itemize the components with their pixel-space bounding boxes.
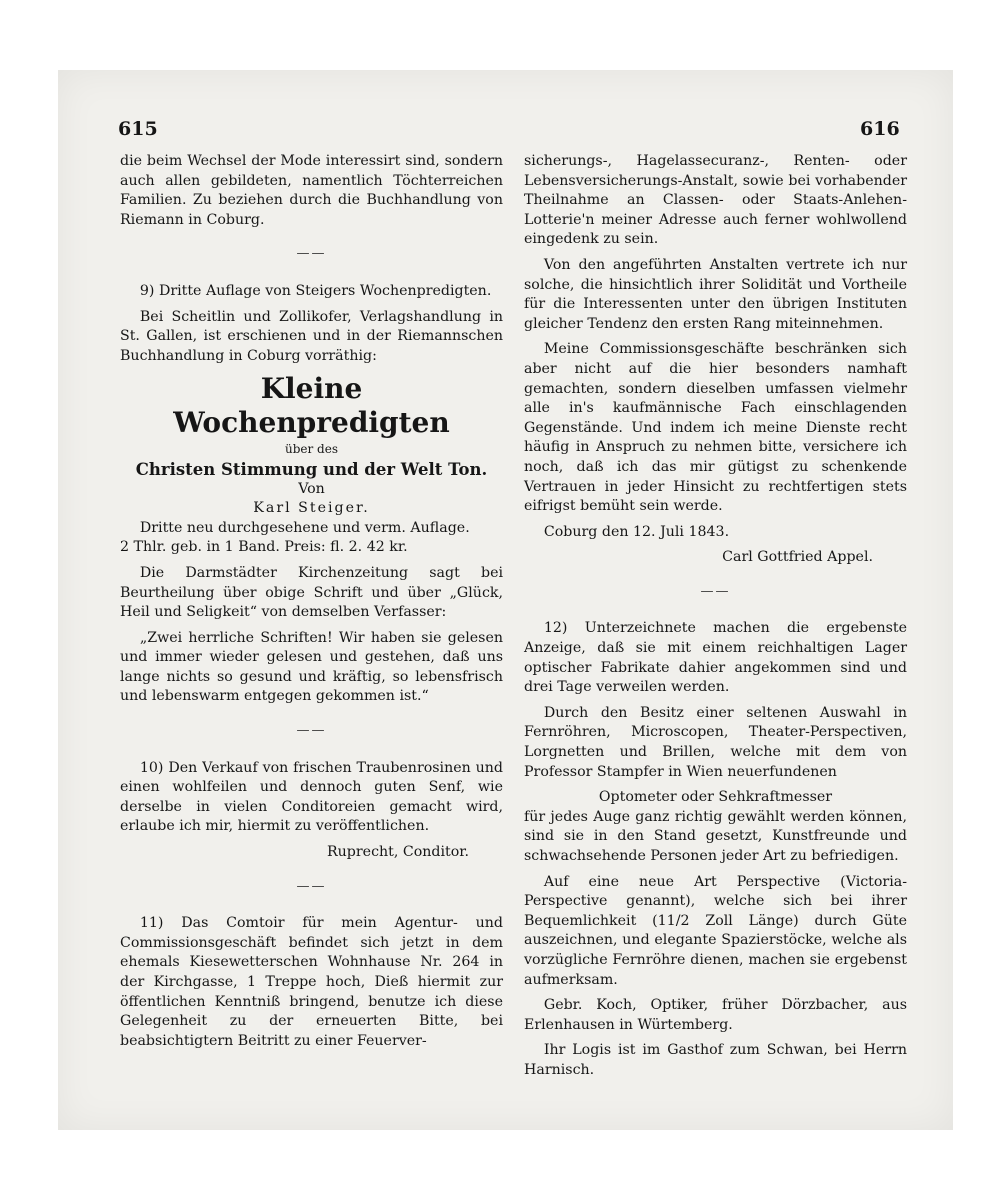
ad-12-text: 12) Unterzeichnete machen die ergebenste Anzeige, daß sie mit einem reichhaltigen Lager optischer Fabrikate dahier angekommen sind und drei Tage verweilen werden. [524,620,907,696]
separator: —— [296,246,327,262]
ad-11-date: Coburg den 12. Juli 1843. [543,523,730,540]
book-price: 2 Thlr. geb. in 1 Band. Preis: fl. 2. 42 kr. [120,539,408,556]
separator: —— [296,878,327,894]
ad-12-paragraph-4: Auf eine neue Art Perspective (Victoria-Perspective genannt), welche sich bei ihrer Bequemlichkeit (11/2 Zoll Länge) durch Güte auszeichnen, und elegante Spazierstöcke, welche als vorzügliche Fernröhre dienen, machen sie ergebenst aufmerksam. [524,873,907,988]
optometer-heading: Optometer oder Sehkraftmesser [598,789,833,806]
left-paragraph-1: die beim Wechsel der Mode interessirt sind, sondern auch allen gebildeten, namentlich Töchterreichen Familien. Zu beziehen durch die Buchhandlung von Riemann in Coburg. [120,153,503,228]
ad-10-text: 10) Den Verkauf von frischen Traubenrosinen und einen wohlfeilen und dennoch guten Senf, wie derselbe in vielen Conditoreien gemacht wird, erlaube ich mir, hiermit zu veröffentlichen. [120,759,503,835]
ad-12-lodging: Ihr Logis ist im Gasthof zum Schwan, bei Herrn Harnisch. [524,1042,907,1078]
ad-10-signature: Ruprecht, Conditor. [326,844,469,861]
ad-9-publisher: Bei Scheitlin und Zollikofer, Verlagshandlung in St. Gallen, ist erschienen und in der Riemannschen Buchhandlung in Coburg vorräthig: [120,308,503,364]
right-column [524,152,907,1087]
ad-12-paragraph-2: Durch den Besitz einer seltenen Auswahl in Fernröhren, Microscopen, Theater-Perspectiven, Lorgnetten und Brillen, welche mit dem von Professor Stampfer in Wien neuerfundenen [524,704,907,780]
book-author: Karl Steiger. [253,500,370,517]
book-edition: Dritte neu durchgesehene und verm. Auflage. [139,519,470,536]
book-subtitle: Christen Stimmung und der Welt Ton. [135,459,488,479]
ad-9-heading: 9) Dritte Auflage von Steigers Wochenpredigten. [139,282,492,299]
ad-12-paragraph-3: für jedes Auge ganz richtig gewählt werden können, sind sie in den Stand gesetzt, Kunstfreunde und schwachsehende Personen jeder Art zu befriedigen. [524,808,907,864]
separator: —— [700,583,731,599]
ad-11-signature: Carl Gottfried Appel. [722,549,873,566]
left-column [120,152,503,1057]
ad-12-signature: Gebr. Koch, Optiker, früher Dörzbacher, aus Erlenhausen in Würtemberg. [524,997,907,1033]
ad-11-paragraph-3: Meine Commissionsgeschäfte beschränken sich aber nicht auf die hier besonders namhaft gemachten, sondern dieselben umfassen vielmehr alle in's kaufmännische Fach einschlagenden Gegenstände. Und indem ich meine Dienste recht häufig in Anspruch zu nehmen bitte, versichere ich noch, daß ich das mir gütigst zu schenkende Vertrauen in jeder Hinsicht zu rechtfertigen stets eifrigst bemüht sein werde. [524,341,907,515]
review-intro: Die Darmstädter Kirchenzeitung sagt bei Beurtheilung über obige Schrift und über „Glück, Heil und Seligkeit“ von demselben Verfasser: [120,564,503,621]
book-title-connector: über des [284,442,338,457]
ad-11-text: 11) Das Comtoir für mein Agentur- und Commissionsgeschäft befindet sich jetzt in dem ehemals Kiesewetterschen Wohnhause Nr. 264 in der Kirchgasse, 1 Treppe hoch, Dieß hiermit zur öffentlichen Kenntniß bringend, benutze ich diese Gelegenheit zu der erneuerten Bitte, bei beabsichtigtern Beitritt zu einer Feuerver- [120,915,503,1049]
book-von: Von [298,480,325,497]
book-title: Kleine Wochenpredigten [173,372,450,440]
separator: —— [296,723,327,739]
review-quote: „Zwei herrliche Schriften! Wir haben sie gelesen und immer wieder gelesen und gestehen, daß uns lange nichts so gesund und kräftig, so lebensfrisch und lebenswarm entgegen gekommen ist.“ [120,629,503,705]
page-number-right: 616 [860,118,900,140]
ad-11-paragraph-2: Von den angeführten Anstalten vertrete ich nur solche, die hinsichtlich ihrer Solidität und Vortheile für die Interessenten unter den übrigen Instituten gleicher Tendenz den ersten Rang miteinnehmen. [524,256,907,332]
page-number-left: 615 [118,118,158,140]
ad-11-continued: sicherungs-, Hagelassecuranz-, Renten- oder Lebensversicherungs-Anstalt, sowie bei vorhabender Theilnahme an Classen- oder Staats-Anlehen-Lotterie'n meiner Adresse auch ferner wohlwollend eingedenk zu sein. [524,153,907,248]
